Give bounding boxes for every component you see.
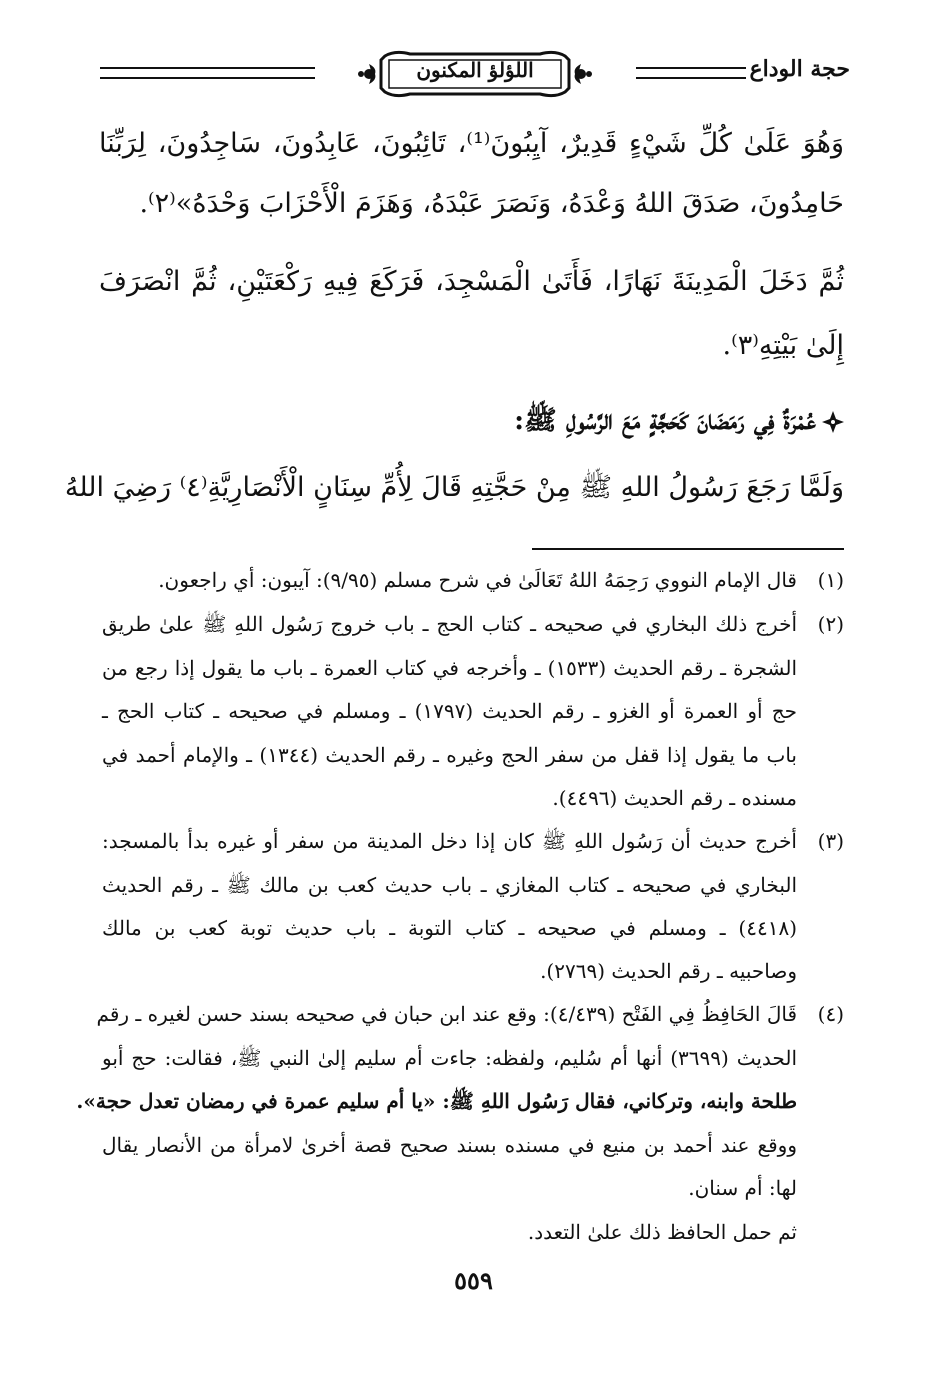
page-number: ٥٥٩ bbox=[454, 1266, 493, 1295]
footnote-line: الحديث (٣٦٩٩) أنها أم سُليم، ولفظه: جاءت أم سليم إلىٰ النبي ﷺ، فقالت: حج أبو bbox=[102, 1046, 797, 1070]
main-text-line-3: ثُمَّ دَخَلَ الْمَدِينَةَ نَهَارًا، فَأَتَىٰ الْمَسْجِدَ، فَرَكَعَ فِيهِ رَكْعَتَيْنِ، ثُمَّ انْصَرَفَ bbox=[99, 266, 844, 297]
chapter-title: حجة الوداع bbox=[749, 56, 850, 82]
footnote-number: (٤) bbox=[817, 1002, 844, 1026]
footnote-line: وصاحبيه ـ رقم الحديث (٢٧٦٩). bbox=[540, 959, 797, 983]
flower-bullet-icon bbox=[822, 411, 844, 433]
footnote-line: قال الإمام النووي رَحِمَهُ اللهُ تَعَالَىٰ في شرح مسلم (٩/٩٥): آيبون: أي راجعون. bbox=[158, 568, 797, 592]
footnote-line: ثم حمل الحافظ ذلك علىٰ التعدد. bbox=[527, 1220, 797, 1244]
footnote-line: الشجرة ـ رقم الحديث (١٥٣٣) ـ وأخرجه في كتاب العمرة ـ باب ما يقول إذا رجع من bbox=[102, 656, 797, 680]
footnote-line: البخاري في صحيحه ـ كتاب المغازي ـ باب حديث كعب بن مالك ﷺ ـ رقم الحديث bbox=[102, 873, 797, 897]
book-title: اللؤلؤ المكنون bbox=[416, 58, 534, 82]
main-text-line-5: وَلَمَّا رَجَعَ رَسُولُ اللهِ ﷺ مِنْ حَجَّتِهِ قَالَ لِأُمِّ سِنَانٍ الْأَنْصَارِيَّةِ⁽٤⁾ رَضِيَ اللهُ bbox=[64, 472, 844, 503]
footnote-number: (١) bbox=[817, 568, 844, 592]
main-text-line-1: وَهُوَ عَلَىٰ كُلِّ شَيْءٍ قَدِيرٌ، آيِبُونَ⁽¹⁾، تَائِبُونَ، عَابِدُونَ، سَاجِدُونَ، لِرَبِّنَا bbox=[99, 128, 844, 159]
footnote-line: حج أو العمرة أو الغزو ـ رقم الحديث (١٧٩٧) ـ ومسلم في صحيحه ـ كتاب الحج ـ bbox=[102, 699, 798, 723]
footnote-number: (٢) bbox=[817, 612, 844, 636]
footnote-line: أخرج حديث أن رَسُول اللهِ ﷺ كان إذا دخل المدينة من سفر أو غيره بدأ بالمسجد: bbox=[102, 829, 797, 853]
header-rule-right bbox=[636, 67, 746, 79]
main-text-line-2: حَامِدُونَ، صَدَقَ اللهُ وَعْدَهُ، وَنَصَرَ عَبْدَهُ، وَهَزَمَ الْأَحْزَابَ وَحْدَهُ»⁽٢⁾. bbox=[139, 188, 844, 219]
header-rule-left bbox=[100, 67, 315, 79]
footnote-separator bbox=[532, 548, 844, 550]
page-header bbox=[100, 50, 850, 106]
footnote-line: قَالَ الحَافِظُ فِي الفَتْح (٤/٤٣٩): وقع عند ابن حبان في صحيحه بسند حسن لغيره ـ رقم bbox=[96, 1002, 797, 1026]
book-title-ornament bbox=[355, 50, 595, 98]
main-text-line-4: إِلَىٰ بَيْتِهِ⁽٣⁾. bbox=[722, 330, 844, 361]
footnote-line: باب ما يقول إذا قفل من سفر الحج وغيره ـ رقم الحديث (١٣٤٤) ـ والإمام أحمد في bbox=[102, 743, 797, 767]
footnote-line: ووقع عند أحمد بن منيع في مسنده بسند صحيح قصة أخرىٰ لامرأة من الأنصار يقال bbox=[102, 1133, 797, 1157]
footnote-line: مسنده ـ رقم الحديث (٤٤٩٦). bbox=[552, 786, 797, 810]
section-heading-text: عُمْرَةٌ فِي رَمَضَانَ كَحَجَّةٍ مَعَ الرَّسُولِ ﷺ: bbox=[514, 405, 816, 436]
footnote-line: أخرج ذلك البخاري في صحيحه ـ كتاب الحج ـ باب خروج رَسُول اللهِ ﷺ علىٰ طريق bbox=[102, 612, 797, 636]
footnote-number: (٣) bbox=[817, 829, 844, 853]
section-heading bbox=[99, 403, 844, 443]
footnote-line: لها: أم سنان. bbox=[688, 1176, 797, 1200]
footnote-line: طلحة وابنه، وتركاني، فقال رَسُول اللهِ ﷺ: «يا أم سليم عمرة في رمضان تعدل حجة». bbox=[76, 1089, 797, 1113]
footnote-line: (٤٤١٨) ـ ومسلم في صحيحه ـ كتاب التوبة ـ باب حديث توبة كعب بن مالك bbox=[102, 916, 797, 940]
